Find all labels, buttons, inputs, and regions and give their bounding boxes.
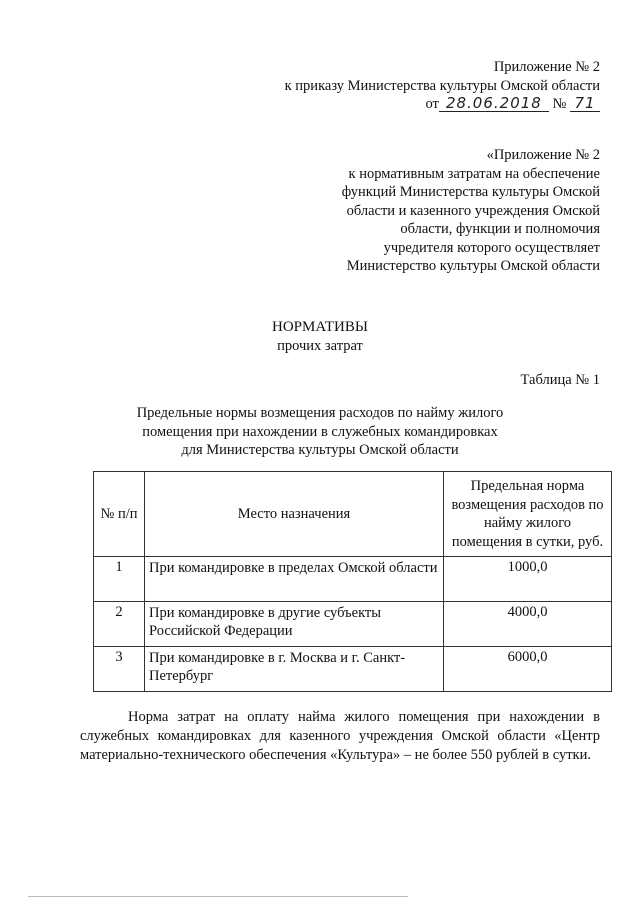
norms-annex-header [300,146,600,276]
norms-annex-line: к нормативным затратам на обеспечение [348,165,600,182]
expense-note: Норма затрат на оплату найма жилого помещения при нахождении в служебных командировках для казенного учреждения Омской области «Центр материально-технического обеспечения «Культура» – не более 550 рублей в сутки. [80,709,600,763]
handwritten-date: 28.06.2018 [439,95,549,112]
row-destination: При командировке в г. Москва и г. Санкт-Петербург [145,647,444,692]
row-rate: 1000,0 [444,557,612,602]
annex-title: Приложение № 2 [493,59,600,75]
caption-line: Предельные нормы возмещения расходов по найму жилого [136,405,504,421]
row-number: 3 [94,647,145,692]
norms-annex-line: области, функции и полномочия [400,221,600,237]
table-row [94,557,612,602]
row-number: 2 [94,602,145,647]
annex-order-reference: к приказу Министерства культуры Омской области [284,77,600,94]
row-number: 1 [94,557,145,602]
row-rate: 6000,0 [444,647,612,692]
handwritten-number: 71 [570,95,600,112]
order-annex-header [260,58,600,114]
header-rate: Предельная норма возмещения расходов по найму жилого помещения в сутки, руб. [444,472,612,557]
header-number: № п/п [94,472,145,557]
number-prefix: № [552,96,567,112]
row-destination: При командировке в другие субъекты Российской Федерации [145,602,444,647]
norms-annex-line: Министерство культуры Омской области [346,258,600,274]
document-title: НОРМАТИВЫ [272,319,368,335]
header-destination: Место назначения [145,472,444,557]
document-subtitle: прочих затрат [277,338,363,354]
table-number: Таблица № 1 [520,372,600,388]
norms-annex-line: области и казенного учреждения Омской [346,202,600,219]
norms-annex-line: «Приложение № 2 [486,147,600,163]
caption-line: помещения при нахождении в служебных командировках [142,423,498,440]
table-header-row [94,472,612,557]
table-row [94,602,612,647]
norms-annex-line: учредителя которого осуществляет [383,239,600,256]
table-caption [80,404,560,460]
row-rate: 4000,0 [444,602,612,647]
norms-annex-line: функций Министерства культуры Омской [341,184,600,200]
norms-table [93,471,612,692]
order-date-number-line [260,95,600,114]
row-destination: При командировке в пределах Омской области [145,557,444,602]
table-row [94,647,612,692]
date-prefix: от [425,96,439,112]
caption-line: для Министерства культуры Омской области [181,442,459,458]
footer-divider [28,896,408,897]
